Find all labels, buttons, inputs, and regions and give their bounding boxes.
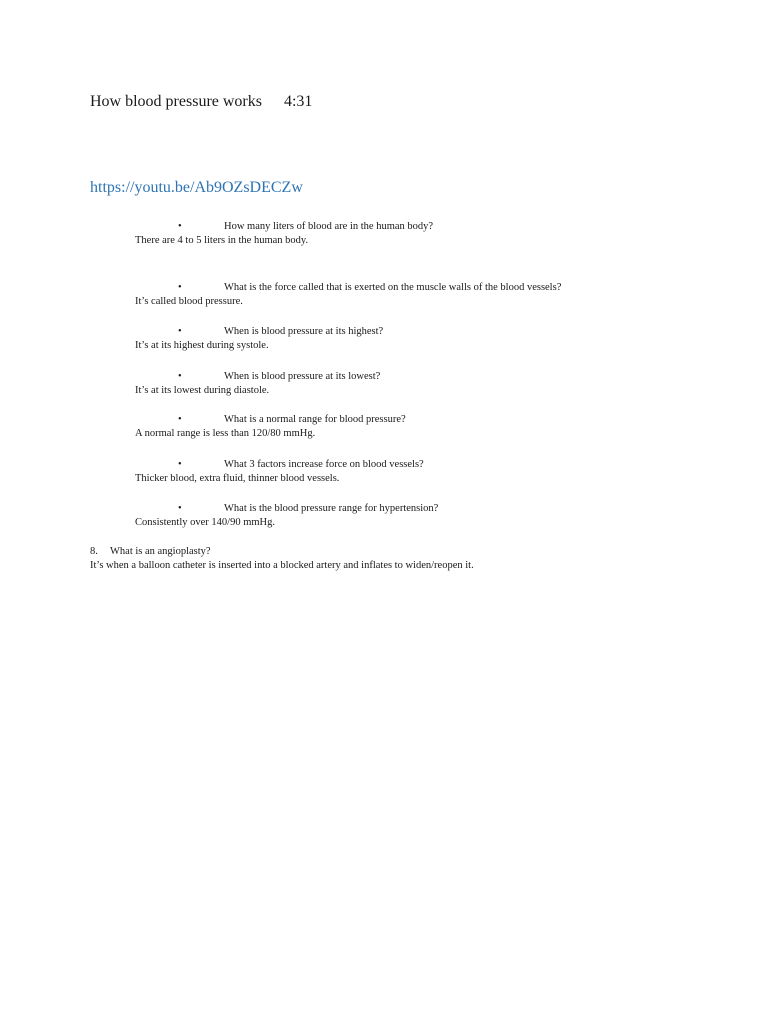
answer-text: Consistently over 140/90 mmHg. — [135, 517, 275, 528]
bullet-icon: • — [178, 371, 182, 382]
bullet-icon: • — [178, 459, 182, 470]
video-duration: 4:31 — [283, 93, 313, 110]
question-text: What is the blood pressure range for hypertension? — [224, 503, 439, 514]
bullet-icon: • — [178, 282, 182, 293]
question-text: What is the force called that is exerted on the muscle walls of the blood vessels? — [224, 282, 562, 293]
video-title: How blood pressure works — [90, 93, 262, 110]
question-text: What is a normal range for blood pressure? — [224, 414, 406, 425]
answer-text: It’s at its lowest during diastole. — [135, 385, 270, 396]
bullet-icon: • — [178, 326, 182, 337]
answer-text: It’s at its highest during systole. — [135, 340, 269, 351]
item-number: 8. — [90, 546, 98, 557]
question-text: What 3 factors increase force on blood vessels? — [224, 459, 424, 470]
document-title — [90, 93, 312, 111]
question-text: When is blood pressure at its lowest? — [224, 371, 381, 382]
answer-text: It’s called blood pressure. — [135, 296, 243, 307]
video-link[interactable]: https://youtu.be/Ab9OZsDECZw — [90, 179, 303, 196]
answer-text: There are 4 to 5 liters in the human body. — [135, 235, 309, 246]
bullet-icon: • — [178, 503, 182, 514]
answer-text: It’s when a balloon catheter is inserted into a blocked artery and inflates to widen/reopen it. — [90, 560, 474, 571]
bullet-icon: • — [178, 221, 182, 232]
question-text: When is blood pressure at its highest? — [224, 326, 384, 337]
bullet-icon: • — [178, 414, 182, 425]
answer-text: Thicker blood, extra fluid, thinner blood vessels. — [135, 473, 340, 484]
question-text: How many liters of blood are in the human body? — [224, 221, 434, 232]
answer-text: A normal range is less than 120/80 mmHg. — [135, 428, 316, 439]
question-text: What is an angioplasty? — [110, 546, 211, 557]
